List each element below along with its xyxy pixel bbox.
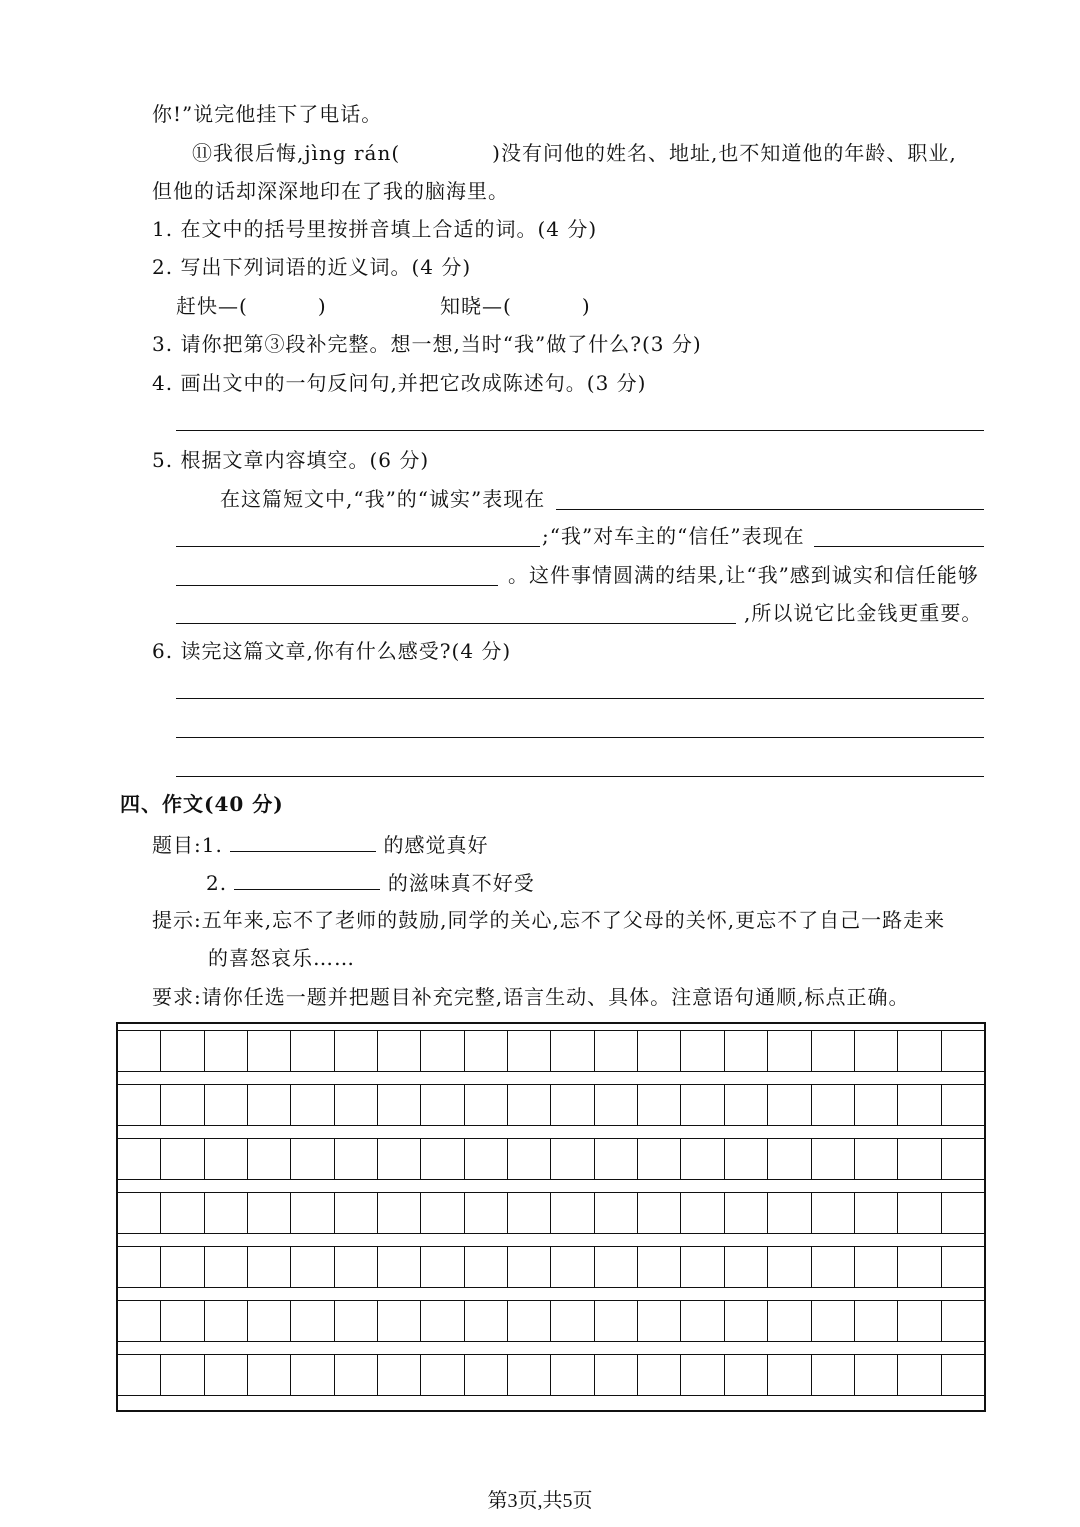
grid-cell[interactable]: [941, 1085, 984, 1125]
grid-cell[interactable]: [637, 1031, 680, 1071]
grid-cell[interactable]: [204, 1139, 247, 1179]
grid-cell[interactable]: [204, 1031, 247, 1071]
grid-cell[interactable]: [160, 1139, 203, 1179]
grid-cell[interactable]: [420, 1193, 463, 1233]
grid-cell[interactable]: [767, 1085, 810, 1125]
composition-requirement: 要求:请你任选一题并把题目补充完整,语言生动、具体。注意语句通顺,标点正确。: [152, 985, 910, 1009]
composition-title-label: 题目:1.: [152, 833, 223, 857]
grid-cell[interactable]: [637, 1247, 680, 1287]
question-5-part-b: ;“我”对车主的“信任”表现在: [542, 524, 805, 548]
grid-cell[interactable]: [507, 1193, 550, 1233]
grid-cell[interactable]: [941, 1301, 984, 1341]
grid-cell[interactable]: [854, 1031, 897, 1071]
title-2-suffix: 的滋味真不好受: [387, 871, 535, 895]
grid-row-cells: [118, 1138, 984, 1180]
grid-cell[interactable]: [941, 1031, 984, 1071]
composition-hint-2: 的喜怒哀乐……: [208, 946, 355, 970]
grid-cell[interactable]: [594, 1301, 637, 1341]
question-3: 3. 请你把第③段补完整。想一想,当时“我”做了什么?(3 分): [152, 332, 702, 356]
grid-cell[interactable]: [290, 1355, 333, 1395]
grid-cell[interactable]: [680, 1247, 723, 1287]
grid-cell[interactable]: [204, 1193, 247, 1233]
grid-cell[interactable]: [550, 1301, 593, 1341]
grid-cell[interactable]: [594, 1031, 637, 1071]
grid-cell[interactable]: [334, 1301, 377, 1341]
grid-cell[interactable]: [767, 1355, 810, 1395]
passage-line-3: 但他的话却深深地印在了我的脑海里。: [152, 179, 509, 203]
grid-cell[interactable]: [290, 1139, 333, 1179]
passage-line-1: 你!”说完他挂下了电话。: [152, 102, 383, 126]
grid-cell[interactable]: [897, 1193, 940, 1233]
grid-row-cells: [118, 1300, 984, 1342]
grid-cell[interactable]: [724, 1355, 767, 1395]
grid-cell[interactable]: [594, 1139, 637, 1179]
question-4-answer-line[interactable]: [176, 430, 984, 431]
grid-row-cells: [118, 1354, 984, 1396]
grid-cell[interactable]: [334, 1193, 377, 1233]
question-5: 5. 根据文章内容填空。(6 分): [152, 448, 430, 472]
grid-cell[interactable]: [420, 1247, 463, 1287]
grid-cell[interactable]: [550, 1193, 593, 1233]
grid-cell[interactable]: [854, 1085, 897, 1125]
grid-cell[interactable]: [637, 1139, 680, 1179]
grid-cell[interactable]: [507, 1085, 550, 1125]
question-5-part-d: ,所以说它比金钱更重要。: [744, 601, 983, 625]
grid-cell[interactable]: [377, 1301, 420, 1341]
grid-cell[interactable]: [160, 1301, 203, 1341]
passage-line-2: [192, 139, 957, 167]
grid-cell[interactable]: [724, 1193, 767, 1233]
grid-cell[interactable]: [290, 1193, 333, 1233]
synonym-2-close: ): [581, 294, 591, 318]
question-5-blank-3[interactable]: [814, 546, 984, 547]
question-5-blank-2[interactable]: [176, 546, 540, 547]
passage-line-2-post: )没有问他的姓名、地址,也不知道他的年龄、职业,: [492, 141, 957, 165]
grid-cell[interactable]: [247, 1139, 290, 1179]
grid-cell[interactable]: [594, 1193, 637, 1233]
grid-cell[interactable]: [464, 1193, 507, 1233]
question-5-blank-1[interactable]: [556, 509, 984, 510]
grid-cell[interactable]: [680, 1193, 723, 1233]
grid-cell[interactable]: [160, 1247, 203, 1287]
question-6-answer-line-3[interactable]: [176, 776, 984, 777]
grid-cell[interactable]: [507, 1355, 550, 1395]
grid-cell[interactable]: [247, 1085, 290, 1125]
page-number: 第3页,共5页: [487, 1490, 593, 1512]
grid-cell[interactable]: [160, 1355, 203, 1395]
grid-cell[interactable]: [637, 1085, 680, 1125]
question-2: 2. 写出下列词语的近义词。(4 分): [152, 255, 472, 279]
grid-cell[interactable]: [204, 1085, 247, 1125]
grid-cell[interactable]: [420, 1031, 463, 1071]
grid-cell[interactable]: [377, 1139, 420, 1179]
composition-hint-1: 提示:五年来,忘不了老师的鼓励,同学的关心,忘不了父母的关怀,更忘不了自己一路走来: [152, 908, 946, 932]
grid-cell[interactable]: [941, 1247, 984, 1287]
grid-cell[interactable]: [550, 1139, 593, 1179]
grid-cell[interactable]: [420, 1085, 463, 1125]
title-2-num: 2.: [206, 871, 228, 895]
grid-cell[interactable]: [767, 1193, 810, 1233]
grid-cell[interactable]: [811, 1355, 854, 1395]
grid-cell[interactable]: [118, 1193, 160, 1233]
question-4: 4. 画出文中的一句反问句,并把它改成陈述句。(3 分): [152, 371, 647, 395]
grid-cell[interactable]: [464, 1085, 507, 1125]
grid-row-cells: [118, 1192, 984, 1234]
grid-cell[interactable]: [811, 1247, 854, 1287]
composition-title-2: [206, 867, 535, 897]
grid-cell[interactable]: [160, 1085, 203, 1125]
synonym-1-word: 赶快—(: [176, 294, 248, 318]
grid-cell[interactable]: [680, 1139, 723, 1179]
grid-cell[interactable]: [550, 1355, 593, 1395]
grid-cell[interactable]: [247, 1355, 290, 1395]
title-1-blank[interactable]: [230, 829, 376, 852]
grid-cell[interactable]: [767, 1247, 810, 1287]
question-5-blank-4[interactable]: [176, 585, 498, 586]
grid-cell[interactable]: [854, 1193, 897, 1233]
grid-cell[interactable]: [507, 1301, 550, 1341]
question-6: 6. 读完这篇文章,你有什么感受?(4 分): [152, 639, 512, 663]
grid-cell[interactable]: [767, 1031, 810, 1071]
grid-cell[interactable]: [854, 1301, 897, 1341]
grid-cell[interactable]: [897, 1085, 940, 1125]
grid-cell[interactable]: [507, 1031, 550, 1071]
grid-cell[interactable]: [247, 1301, 290, 1341]
passage-line-2-pre: ⑪我很后悔,jìng rán(: [192, 141, 401, 165]
grid-cell[interactable]: [377, 1085, 420, 1125]
grid-row-cells: [118, 1246, 984, 1288]
grid-cell[interactable]: [420, 1355, 463, 1395]
question-6-answer-line-2[interactable]: [176, 737, 984, 738]
grid-cell[interactable]: [680, 1355, 723, 1395]
grid-cell[interactable]: [811, 1031, 854, 1071]
grid-cell[interactable]: [464, 1355, 507, 1395]
grid-cell[interactable]: [811, 1085, 854, 1125]
grid-cell[interactable]: [334, 1085, 377, 1125]
grid-cell[interactable]: [550, 1031, 593, 1071]
grid-cell[interactable]: [118, 1247, 160, 1287]
grid-cell[interactable]: [941, 1193, 984, 1233]
writing-grid[interactable]: [116, 1022, 986, 1412]
grid-cell[interactable]: [680, 1301, 723, 1341]
grid-cell[interactable]: [290, 1085, 333, 1125]
grid-cell[interactable]: [724, 1031, 767, 1071]
composition-heading: 四、作文(40 分): [120, 792, 284, 816]
grid-cell[interactable]: [377, 1193, 420, 1233]
grid-cell[interactable]: [897, 1355, 940, 1395]
grid-cell[interactable]: [334, 1247, 377, 1287]
grid-cell[interactable]: [897, 1301, 940, 1341]
grid-cell[interactable]: [118, 1301, 160, 1341]
grid-cell[interactable]: [767, 1301, 810, 1341]
grid-cell[interactable]: [594, 1085, 637, 1125]
grid-cell[interactable]: [204, 1247, 247, 1287]
grid-cell[interactable]: [290, 1031, 333, 1071]
grid-cell[interactable]: [464, 1247, 507, 1287]
question-1: 1. 在文中的括号里按拼音填上合适的词。(4 分): [152, 217, 598, 241]
grid-cell[interactable]: [377, 1031, 420, 1071]
grid-cell[interactable]: [464, 1139, 507, 1179]
grid-cell[interactable]: [247, 1247, 290, 1287]
synonym-2: [440, 292, 591, 320]
grid-cell[interactable]: [160, 1193, 203, 1233]
title-2-blank[interactable]: [234, 867, 380, 890]
grid-cell[interactable]: [464, 1031, 507, 1071]
grid-cell[interactable]: [680, 1085, 723, 1125]
grid-row-cells: [118, 1084, 984, 1126]
grid-cell[interactable]: [160, 1031, 203, 1071]
grid-cell[interactable]: [290, 1247, 333, 1287]
question-5-blank-5[interactable]: [176, 623, 736, 624]
grid-cell[interactable]: [118, 1139, 160, 1179]
grid-cell[interactable]: [854, 1355, 897, 1395]
grid-cell[interactable]: [767, 1139, 810, 1179]
grid-cell[interactable]: [420, 1139, 463, 1179]
synonym-1-close: ): [317, 294, 327, 318]
question-5-part-c: 。这件事情圆满的结果,让“我”感到诚实和信任能够: [508, 563, 979, 587]
grid-cell[interactable]: [204, 1301, 247, 1341]
question-5-part-a: 在这篇短文中,“我”的“诚实”表现在: [220, 487, 546, 511]
synonym-2-word: 知晓—(: [440, 294, 512, 318]
grid-cell[interactable]: [204, 1355, 247, 1395]
grid-cell[interactable]: [724, 1085, 767, 1125]
grid-cell[interactable]: [854, 1247, 897, 1287]
grid-cell[interactable]: [334, 1355, 377, 1395]
grid-cell[interactable]: [897, 1139, 940, 1179]
grid-cell[interactable]: [464, 1301, 507, 1341]
grid-cell[interactable]: [811, 1193, 854, 1233]
grid-cell[interactable]: [637, 1301, 680, 1341]
grid-cell[interactable]: [420, 1301, 463, 1341]
grid-cell[interactable]: [118, 1355, 160, 1395]
grid-cell[interactable]: [377, 1247, 420, 1287]
grid-cell[interactable]: [724, 1301, 767, 1341]
grid-cell[interactable]: [550, 1085, 593, 1125]
synonym-1: [176, 292, 327, 320]
grid-cell[interactable]: [594, 1355, 637, 1395]
grid-row-cells: [118, 1030, 984, 1072]
grid-cell[interactable]: [897, 1031, 940, 1071]
grid-cell[interactable]: [637, 1193, 680, 1233]
grid-cell[interactable]: [550, 1247, 593, 1287]
question-6-answer-line-1[interactable]: [176, 698, 984, 699]
grid-cell[interactable]: [118, 1085, 160, 1125]
grid-cell[interactable]: [594, 1247, 637, 1287]
grid-cell[interactable]: [247, 1193, 290, 1233]
grid-cell[interactable]: [507, 1247, 550, 1287]
grid-cell[interactable]: [637, 1355, 680, 1395]
grid-cell[interactable]: [811, 1301, 854, 1341]
grid-cell[interactable]: [854, 1139, 897, 1179]
grid-cell[interactable]: [247, 1031, 290, 1071]
grid-cell[interactable]: [507, 1139, 550, 1179]
grid-cell[interactable]: [941, 1355, 984, 1395]
grid-cell[interactable]: [724, 1139, 767, 1179]
grid-cell[interactable]: [334, 1031, 377, 1071]
grid-cell[interactable]: [377, 1355, 420, 1395]
title-1-suffix: 的感觉真好: [383, 833, 489, 857]
grid-cell[interactable]: [811, 1139, 854, 1179]
grid-cell[interactable]: [897, 1247, 940, 1287]
grid-cell[interactable]: [334, 1139, 377, 1179]
grid-cell[interactable]: [118, 1031, 160, 1071]
grid-cell[interactable]: [680, 1031, 723, 1071]
composition-title-1: [152, 829, 489, 859]
grid-cell[interactable]: [724, 1247, 767, 1287]
grid-cell[interactable]: [290, 1301, 333, 1341]
grid-cell[interactable]: [941, 1139, 984, 1179]
